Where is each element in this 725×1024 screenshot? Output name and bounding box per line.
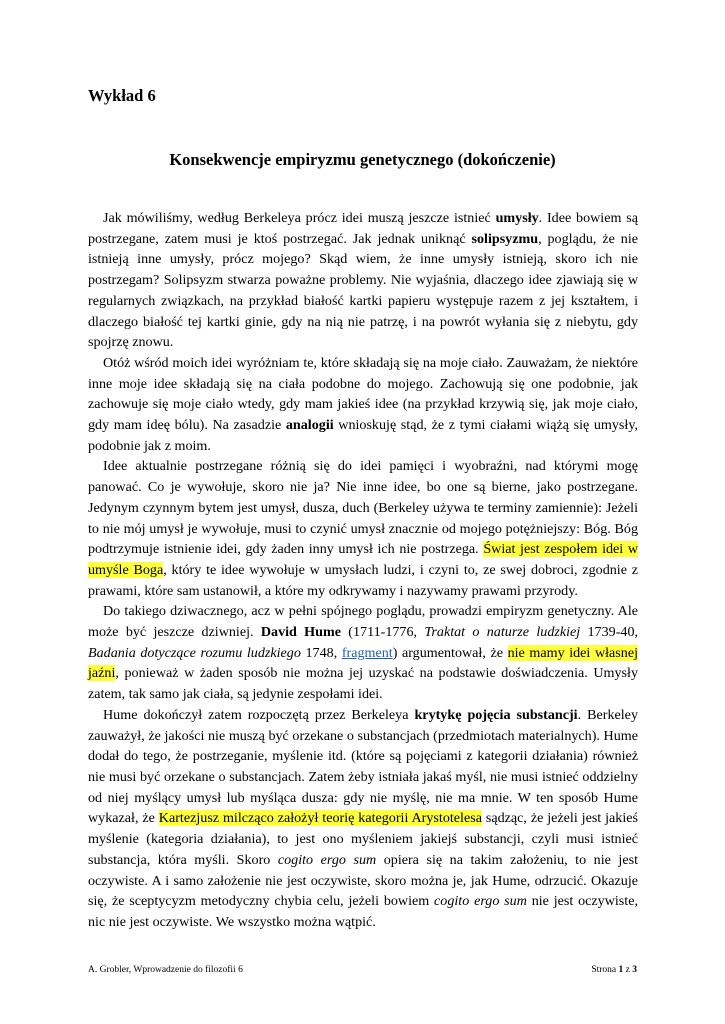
text-run: , poglądu, że nie istnieją inne umysły, prócz mojego? Skąd wiem, że inne umysły istnieją, skoro ich nie postrzegam? Solipsyzm stwarza poważne problemy. Nie wyjaśnia, dlaczego idee zjawiają się w regularnych związkach, na przykład białość kartki papieru występuje razem z jej kształtem, i dlaczego białość tej kartki ginie, gdy na nią nie patrzę, i na powrót wyłania się z niebytu, gdy spojrzę znowu. bbox=[88, 230, 638, 351]
text-run: opiera się na takim założeniu, to nie jest oczywiste. A i samo założenie nie jest oczywiste, skoro można je, jak Hume, odrzucić. Okazuje się, że sceptycyzm metodyczny chybia celu, jeżeli bowiem bbox=[88, 851, 639, 910]
text-run: . Berkeley zauważył, że jakości nie muszą być orzekane o substancjach (przedmiotach materialnych). Hume dodał do tego, że postrzeganie, myślenie itd. (które są pojęciami z kategorii działania) również nie musi być orzekane o substancjach. Zatem żeby istniała jakaś myśl, nie musi istnieć oddzielny od niej myślący umysł lub myśląca dusza: gdy nie myślę, nie ma mnie. W ten sposób Hume wykazał, że bbox=[88, 706, 638, 827]
highlight-swiat: Świat jest zespołem idei w umyśle Boga bbox=[88, 541, 638, 578]
current-page: 1 bbox=[618, 965, 624, 975]
page-label: Strona bbox=[591, 965, 619, 975]
text-run: ) argumentował, że bbox=[392, 644, 508, 661]
footer-page-number bbox=[591, 965, 637, 975]
highlight-kartezjusz: Kartezjusz milcząco założył teorię kategorii Arystotelesa bbox=[158, 810, 482, 827]
text-run: (1711-1776, bbox=[340, 624, 425, 641]
total-pages: 3 bbox=[632, 965, 637, 975]
term-solipsyzm: solipsyzmu bbox=[471, 230, 539, 247]
page-separator: z bbox=[623, 965, 633, 975]
term-krytyka-substancji: krytykę pojęcia substancji bbox=[414, 706, 578, 723]
section-title: Konsekwencje empiryzmu genetycznego (dokończenie) bbox=[169, 150, 556, 169]
document-body bbox=[88, 208, 638, 933]
paragraph-3 bbox=[88, 456, 638, 601]
paragraph-4 bbox=[88, 601, 638, 705]
latin-cogito-1: cogito ergo sum bbox=[277, 851, 377, 868]
lecture-title: Wykład 6 bbox=[88, 86, 156, 105]
term-analogia: analogii bbox=[285, 417, 334, 434]
text-run: 1739-40, bbox=[580, 624, 639, 641]
paragraph-5 bbox=[88, 705, 638, 933]
paragraph-1 bbox=[88, 208, 638, 353]
book-title-badania: Badania dotyczące rozumu ludzkiego bbox=[88, 644, 301, 661]
text-run: , ponieważ w żaden sposób nie można jej uzyskać na podstawie doświadczenia. Umysły zatem, tak samo jak ciała, są jedynie zespołami idei. bbox=[88, 665, 638, 703]
term-umysly: umysły bbox=[495, 210, 539, 226]
text-run: wnioskuję stąd, że z tymi ciałami wiążą się umysły, podobnie jak z moim. bbox=[88, 417, 638, 454]
latin-cogito-2: cogito ergo sum bbox=[434, 893, 527, 910]
text-run: Jak mówiliśmy, według Berkeleya prócz idei muszą jeszcze istnieć bbox=[103, 210, 496, 226]
text-run: Do takiego dziwacznego, acz w pełni spójnego poglądu, prowadzi empiryzm genetyczny. Ale może być jeszcze dziwniej. bbox=[88, 603, 638, 641]
text-run: , który te idee wywołuje w umysłach ludzi, i czyni to, ze swej dobroci, zgodnie z prawami, które sam ustanowił, a które my odkrywamy i nazywamy prawami przyrody. bbox=[88, 561, 638, 599]
term-hume: David Hume bbox=[260, 624, 341, 641]
paragraph-2 bbox=[88, 353, 638, 457]
highlight-jazn: nie mamy idei własnej jaźni bbox=[88, 644, 639, 682]
text-run: . Idee bowiem są postrzegane, zatem musi je ktoś postrzegać. Jak jednak uniknąć bbox=[88, 210, 638, 247]
footer-author: A. Grobler, Wprowadzenie do filozofii 6 bbox=[88, 965, 243, 975]
text-run: Otóż wśród moich idei wyróżniam te, które składają się na moje ciało. Zauważam, że niektóre inne moje idee składają się na ciała podobne do mojego. Zachowują się one podobnie, jak zachowuje się moje ciało wtedy, gdy mam jakieś idee (na przykład krzywią się, jak moje ciało, gdy mam ideę bólu). Na zasadzie bbox=[88, 354, 638, 434]
fragment-link[interactable]: fragment bbox=[341, 644, 393, 661]
text-run: nie jest oczywiste, nic nie jest oczywiste. We wszystko można wątpić. bbox=[88, 893, 638, 930]
text-run: Hume dokończył zatem rozpoczętą przez Berkeleya bbox=[103, 706, 415, 723]
text-run: Idee aktualnie postrzegane różnią się do idei pamięci i wyobraźni, nad którymi mogę panować. Co je wywołuje, skoro nie ja? Nie inne idee, bo one są bierne, jako postrzegane. Jedynym czynnym bytem jest umysł, dusza, duch (Berkeley używa te terminy zamiennie): Jeżeli to nie mój umysł je wywołuje, musi to czynić umysł znacznie od mojego potężniejszy: Bóg. Bóg podtrzymuje istnienie idei, gdy żaden inny umysł ich nie postrzega. bbox=[88, 458, 638, 558]
book-title-traktat: Traktat o naturze ludzkiej bbox=[424, 624, 581, 641]
text-run: 1748, bbox=[300, 644, 342, 661]
text-run: sądząc, że jeżeli jest jakieś myślenie (kategoria działania), to jest ono myśleniem jakiejś substancji, czyli musi istnieć substancja, która myśli. Skoro bbox=[88, 810, 638, 868]
